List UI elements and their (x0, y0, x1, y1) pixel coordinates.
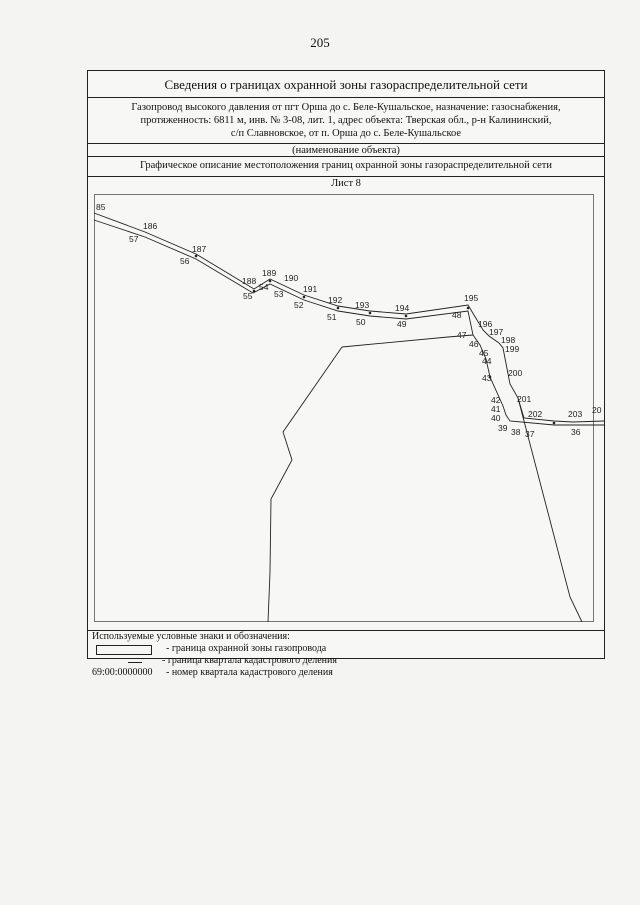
point-marker (253, 290, 256, 293)
point-label: 20 (592, 405, 602, 415)
point-label: 194 (395, 303, 410, 313)
point-label: 85 (96, 202, 106, 212)
point-label: 186 (143, 221, 158, 231)
sheet-label: Лист 8 (331, 178, 361, 189)
legend (88, 631, 604, 679)
boundary-map (88, 177, 606, 630)
point-label: 40 (491, 413, 501, 423)
point-label: 49 (397, 319, 407, 329)
point-label: 44 (482, 356, 492, 366)
object-description (88, 98, 604, 144)
point-marker (467, 307, 470, 310)
point-label: 188 (242, 276, 257, 286)
point-label: 196 (478, 319, 493, 329)
point-label: 198 (501, 335, 516, 345)
zone-boundary-symbol (96, 645, 152, 655)
legend-text: - номер квартала кадастрового деления (166, 667, 333, 678)
point-marker (337, 307, 340, 310)
point-label: 199 (505, 344, 520, 354)
point-label: 50 (356, 317, 366, 327)
legend-item-quarter-number (92, 667, 604, 679)
point-label: 51 (327, 312, 337, 322)
point-label: 43 (482, 373, 492, 383)
point-label: 36 (571, 427, 581, 437)
point-marker (303, 296, 306, 299)
point-label: 46 (469, 339, 479, 349)
point-label: 57 (129, 234, 139, 244)
legend-text: - граница квартала кадастрового деления (162, 655, 337, 666)
point-label: 53 (274, 289, 284, 299)
description-line: Газопровод высокого давления от пгт Орша до с. Беле-Кушальское, назначение: газоснабжения, (131, 102, 561, 113)
point-label: 189 (262, 268, 277, 278)
graphic-title: Графическое описание местоположения границ охранной зоны газораспределительной сети (88, 157, 604, 177)
point-label: 191 (303, 284, 318, 294)
point-label: 202 (528, 409, 543, 419)
description-line: с/п Славновское, от п. Орша до с. Беле-Кушальское (230, 128, 462, 139)
page-number: 205 (310, 35, 330, 50)
point-label: 197 (489, 327, 504, 337)
object-caption: (наименование объекта) (88, 144, 604, 157)
point-label: 55 (243, 291, 253, 301)
point-label: 192 (328, 295, 343, 305)
legend-title: Используемые условные знаки и обозначения: (92, 631, 290, 642)
point-label: 201 (517, 394, 532, 404)
cadastral-boundary (268, 347, 342, 622)
point-label: 39 (498, 423, 508, 433)
point-label: 54 (259, 282, 269, 292)
point-label: 37 (525, 429, 535, 439)
point-label: 56 (180, 256, 190, 266)
point-label: 193 (355, 300, 370, 310)
point-marker (405, 315, 408, 318)
point-marker (269, 280, 272, 283)
document-sheet (87, 70, 605, 678)
point-label: 203 (568, 409, 583, 419)
point-label: 187 (192, 244, 207, 254)
point-marker (369, 312, 372, 315)
document-title: Сведения о границах охранной зоны газораспределительной сети (88, 71, 604, 98)
point-marker (195, 255, 198, 258)
point-label: 52 (294, 300, 304, 310)
legend-item-zone-boundary (92, 643, 604, 655)
point-marker (553, 422, 556, 425)
legend-item-cadastral-boundary (92, 655, 604, 667)
description-line: протяженность: 6811 м, инв. № 3-08, лит. 1, адрес объекта: Тверская обл., р-н Калининский, (140, 115, 552, 126)
quarter-code-symbol: 69:00:0000000 (92, 667, 153, 678)
point-label: 41 (491, 404, 501, 414)
point-label: 48 (452, 310, 462, 320)
point-label: 42 (491, 395, 501, 405)
cadastral-boundary (342, 335, 473, 347)
map-area (88, 177, 604, 631)
cadastral-line-symbol (128, 662, 142, 663)
point-label: 190 (284, 273, 299, 283)
point-label: 45 (479, 348, 489, 358)
point-label: 200 (508, 368, 523, 378)
point-label: 47 (457, 330, 467, 340)
point-label: 38 (511, 427, 521, 437)
zone-boundary-north (94, 213, 604, 422)
point-label: 195 (464, 293, 479, 303)
legend-text: - граница охранной зоны газопровода (166, 643, 327, 654)
